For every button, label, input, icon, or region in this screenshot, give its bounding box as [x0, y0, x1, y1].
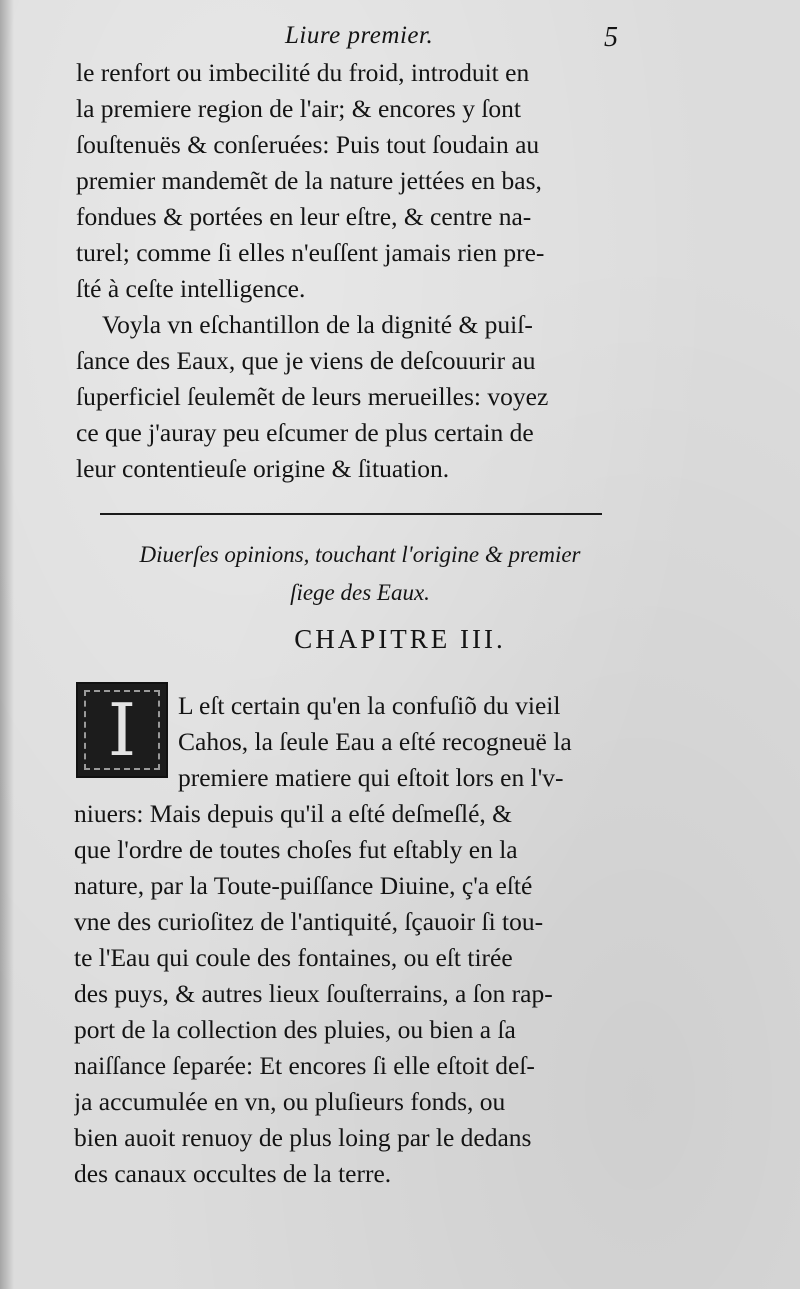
paragraph-3-beside-initial — [178, 688, 638, 796]
page-number: 5 — [604, 22, 618, 53]
text-line: bien auoit renuoy de plus loing par le dedans — [74, 1123, 532, 1152]
text-line: le renfort ou imbecilité du froid, introduit en — [76, 58, 530, 87]
text-line: ſouſtenuës & conſeruées: Puis tout ſoudain au — [76, 130, 540, 159]
text-line: fondues & portées en leur eſtre, & centre na- — [76, 202, 532, 231]
text-line: que l'ordre de toutes choſes fut eſtably en la — [74, 835, 518, 864]
section-divider — [100, 513, 602, 515]
text-line: Cahos, la ſeule Eau a eſté recogneuë la — [178, 727, 572, 756]
text-line: niuers: Mais depuis qu'il a eſté deſmeſlé, & — [74, 799, 512, 828]
text-line: ſuperficiel ſeulemẽt de leurs merueilles: voyez — [76, 382, 549, 411]
text-line: la premiere region de l'air; & encores y ſont — [76, 94, 522, 123]
text-line: leur contentieuſe origine & ſituation. — [76, 454, 450, 483]
chapter-title: CHAPITRE III. — [294, 624, 506, 654]
text-line: te l'Eau qui coule des fontaines, ou eſt tirée — [74, 943, 513, 972]
subheading-line: ſiege des Eaux. — [290, 580, 430, 605]
text-line: turel; comme ſi elles n'euſſent jamais rien pre- — [76, 238, 545, 267]
page-header — [0, 18, 800, 58]
text-line: premiere matiere qui eſtoit lors en l'v- — [178, 763, 564, 792]
text-line: des canaux occultes de la terre. — [74, 1159, 392, 1188]
text-line: L eſt certain qu'en la confuſiõ du vieil — [178, 691, 561, 720]
paragraph-1 — [76, 55, 636, 307]
text-line: ja accumulée en vn, ou pluſieurs fonds, ou — [74, 1087, 506, 1116]
text-line: Voyla vn eſchantillon de la dignité & puiſ- — [102, 310, 533, 339]
text-line: ſté à ceſte intelligence. — [76, 274, 306, 303]
initial-letter: I — [107, 688, 137, 772]
text-line: ce que j'auray peu eſcumer de plus certain de — [76, 418, 534, 447]
text-line: nature, par la Toute-puiſſance Diuine, ç'a eſté — [74, 871, 533, 900]
subheading-line: Diuerſes opinions, touchant l'origine & premier — [139, 542, 581, 567]
text-line: vne des curioſitez de l'antiquité, ſçauoir ſi tou- — [74, 907, 544, 936]
paragraph-3-rest — [74, 796, 634, 1192]
paragraph-2 — [76, 307, 636, 487]
running-title: Liure premier. — [285, 22, 434, 49]
text-line: ſance des Eaux, que je viens de deſcouurir au — [76, 346, 536, 375]
text-line: des puys, & autres lieux ſouſterrains, a ſon rap- — [74, 979, 553, 1008]
text-line: port de la collection des pluies, ou bien a ſa — [74, 1015, 516, 1044]
decorated-initial — [76, 682, 168, 778]
section-subheading — [90, 536, 630, 612]
text-line: premier mandemẽt de la nature jettées en bas, — [76, 166, 542, 195]
text-line: naiſſance ſeparée: Et encores ſi elle eſtoit deſ- — [74, 1051, 535, 1080]
